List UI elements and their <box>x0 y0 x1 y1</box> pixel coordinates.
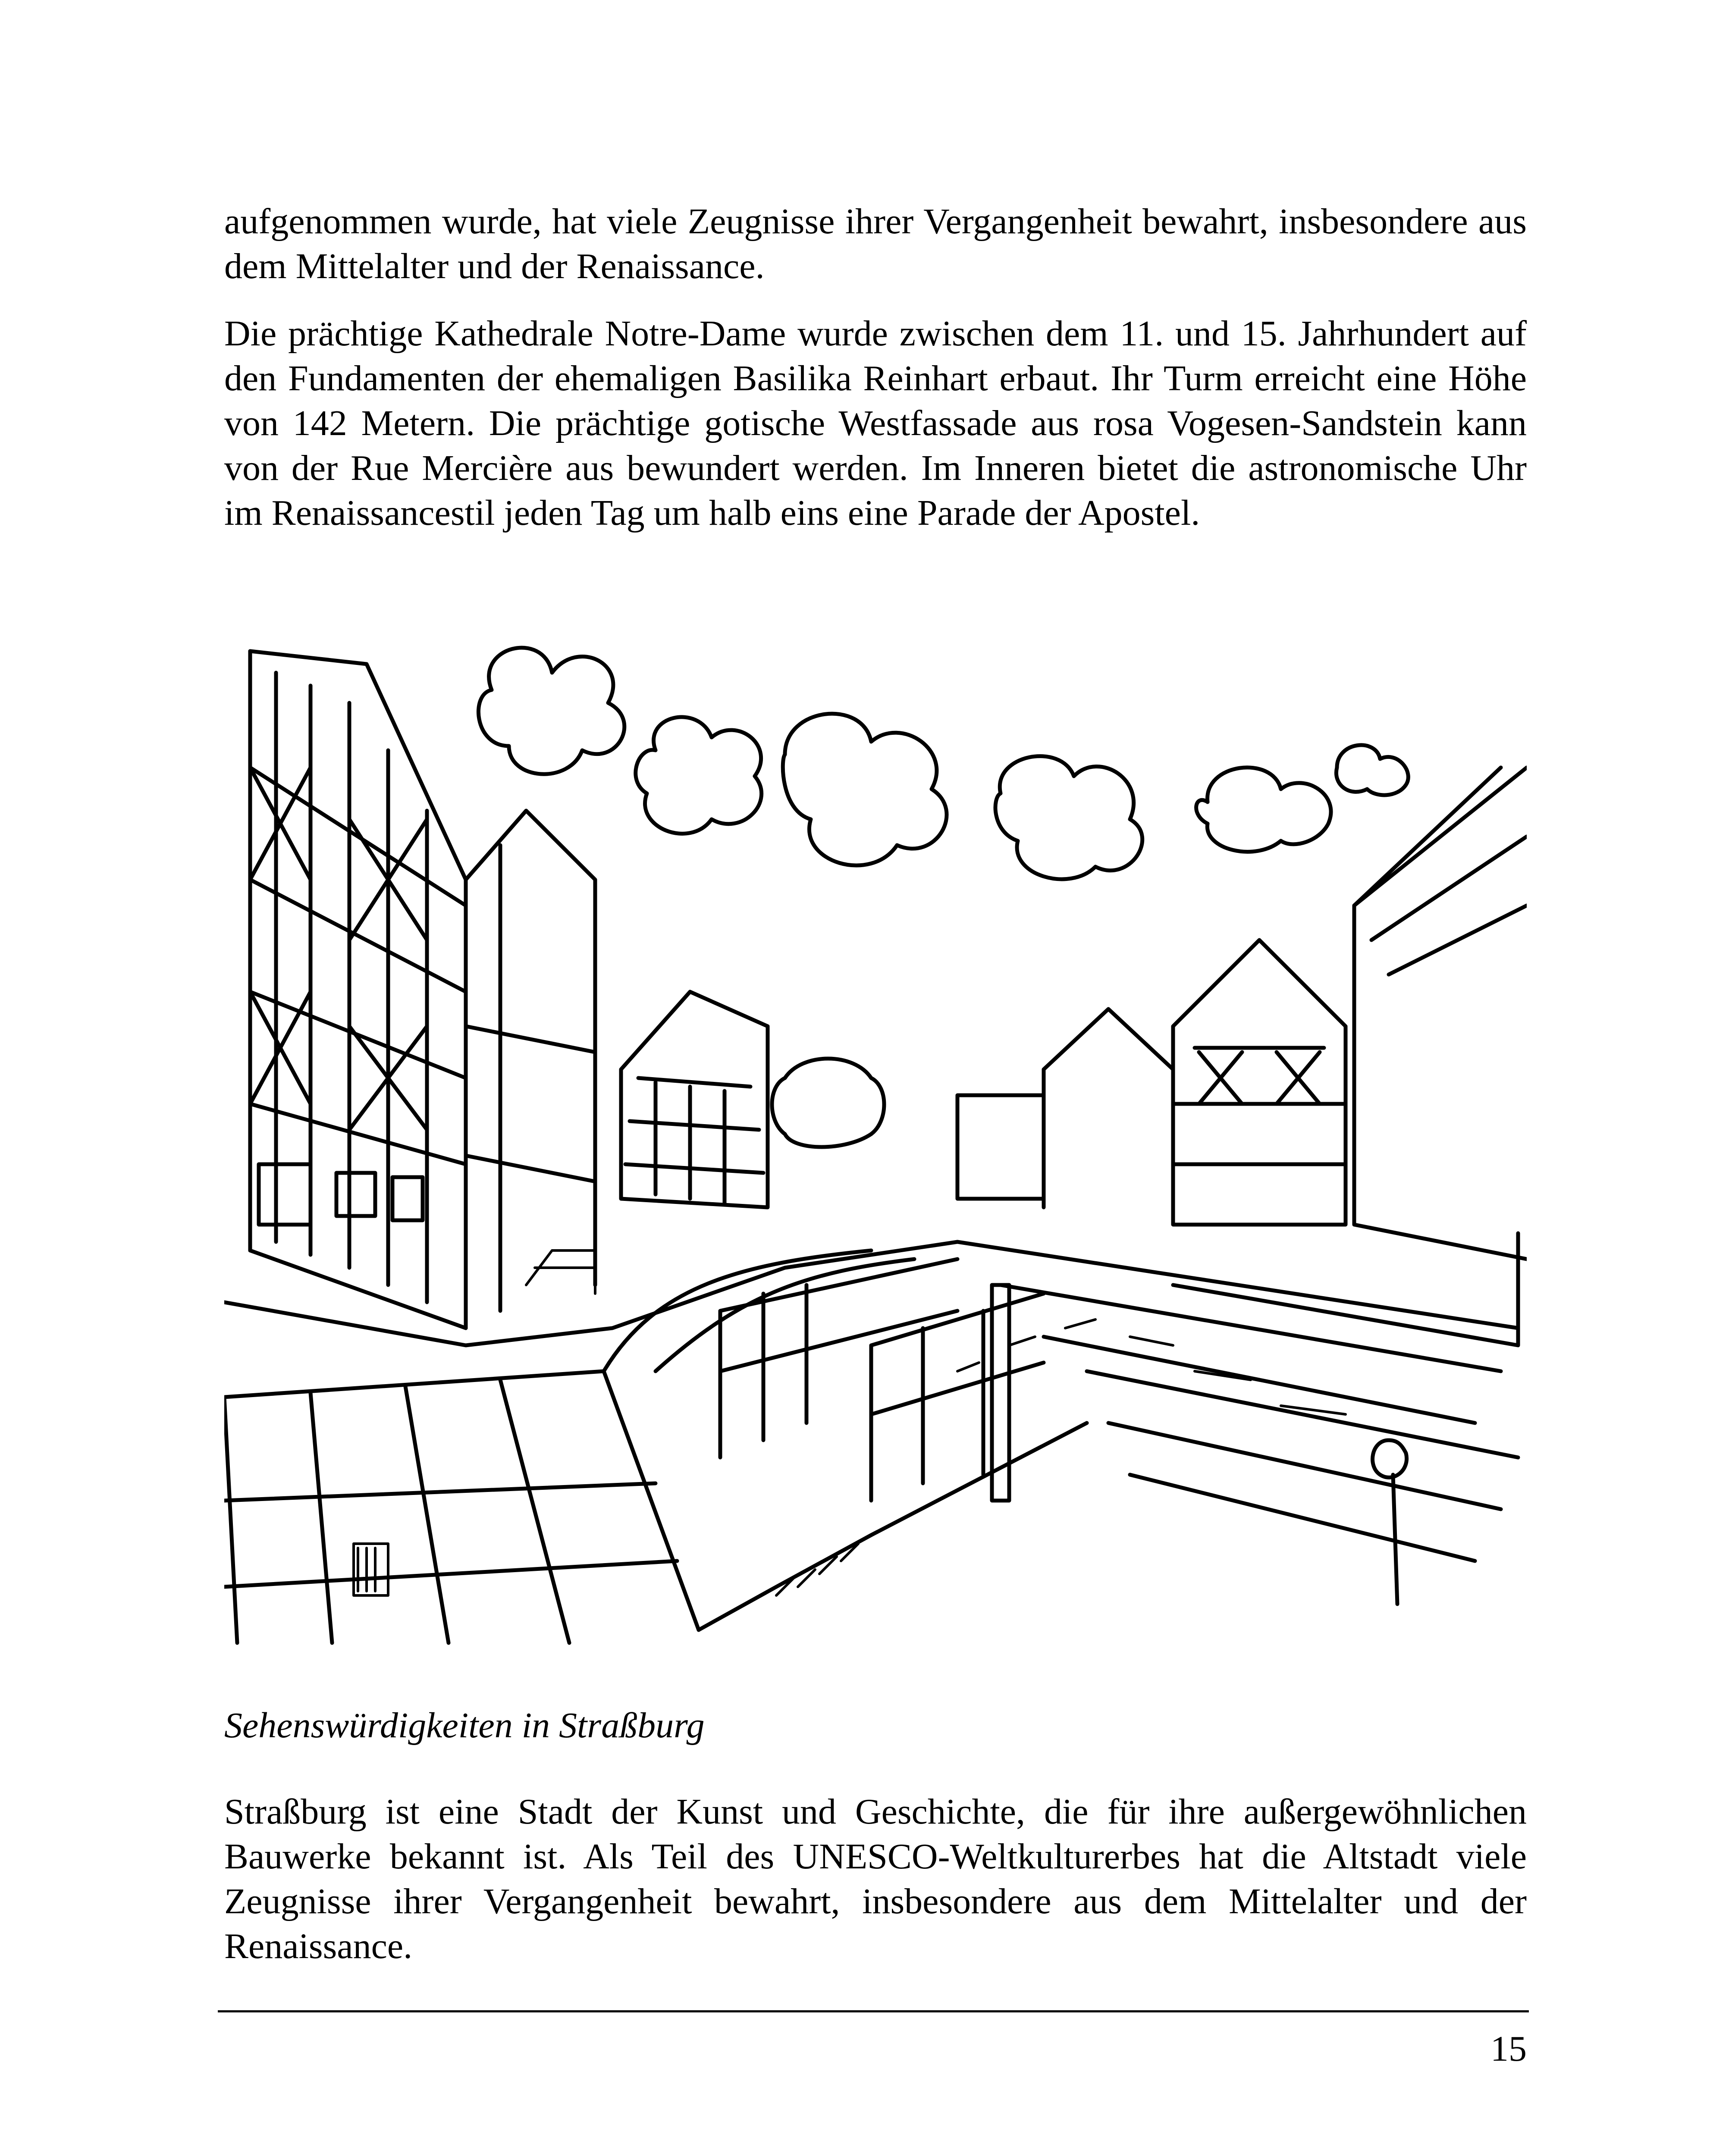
section-heading: Sehenswürdigkeiten in Straßburg <box>224 1705 705 1745</box>
paragraph-continued: aufgenommen wurde, hat viele Zeugnisse ihrer Vergangenheit bewahrt, insbesondere aus dem Mittelalter und der Renaissance. <box>224 201 1527 286</box>
footer-rule <box>218 2010 1529 2012</box>
page-number: 15 <box>1490 2029 1527 2069</box>
street-illustration <box>224 638 1527 1660</box>
paragraph-cathedral: Die prächtige Kathedrale Notre-Dame wurde zwischen dem 11. und 15. Jahrhundert auf den Fundamenten der ehemaligen Basilika Reinhart erbaut. Ihr Turm erreicht eine Höhe von 142 Metern. Die prächtige gotische Westfassade aus rosa Vogesen-Sandstein kann von der Rue Mercière aus bewundert werden. Im Inneren bietet die astronomische Uhr im Renaissancestil jeden Tag um halb eins eine Parade der Apostel. <box>224 313 1527 533</box>
paragraph-strasbourg: Straßburg ist eine Stadt der Kunst und Geschichte, die für ihre außergewöhnlichen Bauwerke bekannt ist. Als Teil des UNESCO-Weltkulturerbes hat die Altstadt viele Zeugnisse ihrer Vergangenheit bewahrt, insbesondere aus dem Mittelalter und der Renaissance. <box>224 1792 1527 1966</box>
